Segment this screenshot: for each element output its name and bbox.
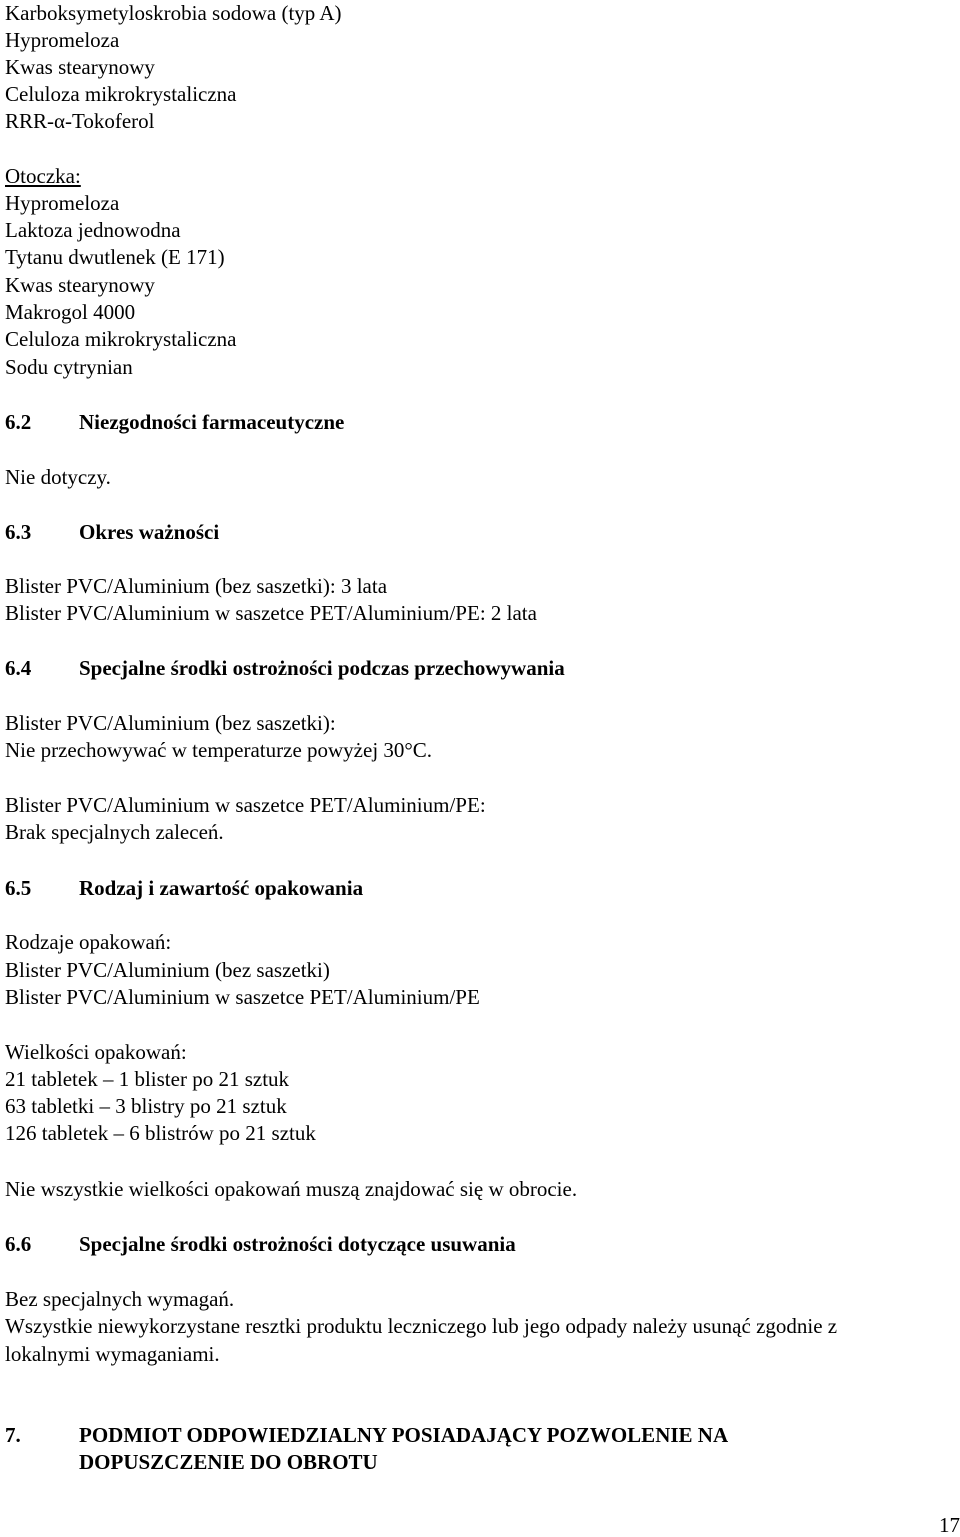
- composition-item: Kwas stearynowy: [5, 55, 155, 79]
- page-number: 17: [939, 1513, 960, 1537]
- coating-item: Hypromeloza: [5, 191, 120, 215]
- section-6-6-heading: [5, 1232, 516, 1256]
- shelf-life-line: Blister PVC/Aluminium w saszetce PET/Aluminium/PE: 2 lata: [5, 601, 537, 625]
- coating-item: Makrogol 4000: [5, 300, 136, 324]
- section-title: PODMIOT ODPOWIEDZIALNY POSIADAJĄCY POZWOLENIE NA DOPUSZCZENIE DO OBROTU: [79, 1423, 727, 1474]
- section-6-2-text: Nie dotyczy.: [5, 465, 111, 489]
- section-number: 6.2: [5, 410, 32, 434]
- section-title: Rodzaj i zawartość opakowania: [79, 876, 364, 900]
- composition-item: RRR-α-Tokoferol: [5, 109, 155, 133]
- section-title: Specjalne środki ostrożności dotyczące usuwania: [79, 1232, 516, 1256]
- section-number: 6.5: [5, 876, 32, 900]
- storage-line: Nie przechowywać w temperaturze powyżej 30°C.: [5, 738, 433, 762]
- storage-line: Brak specjalnych zaleceń.: [5, 820, 224, 844]
- section-6-4-heading: [5, 656, 565, 680]
- section-6-2-heading: [5, 410, 344, 434]
- section-number: 7.: [5, 1423, 21, 1447]
- section-number: 6.4: [5, 656, 32, 680]
- disposal-line: Bez specjalnych wymagań.: [5, 1287, 235, 1311]
- section-number: 6.3: [5, 520, 32, 544]
- section-title: Specjalne środki ostrożności podczas przechowywania: [79, 656, 565, 680]
- section-title: Okres ważności: [79, 520, 220, 544]
- coating-item: Celuloza mikrokrystaliczna: [5, 327, 237, 351]
- package-size-item: 126 tabletek – 6 blistrów po 21 sztuk: [5, 1121, 316, 1145]
- shelf-life-line: Blister PVC/Aluminium (bez saszetki): 3 lata: [5, 574, 388, 598]
- section-6-3-heading: [5, 520, 219, 544]
- package-type-item: Blister PVC/Aluminium (bez saszetki): [5, 958, 330, 982]
- disposal-line: Wszystkie niewykorzystane resztki produktu leczniczego lub jego odpady należy usunąć zgodnie z: [5, 1314, 838, 1338]
- coating-item: Tytanu dwutlenek (E 171): [5, 245, 225, 269]
- section-6-5-heading: [5, 876, 363, 900]
- coating-item: Laktoza jednowodna: [5, 218, 181, 242]
- composition-item: Hypromeloza: [5, 28, 120, 52]
- package-size-item: 21 tabletek – 1 blister po 21 sztuk: [5, 1067, 290, 1091]
- composition-item: Celuloza mikrokrystaliczna: [5, 82, 237, 106]
- storage-line: Blister PVC/Aluminium (bez saszetki):: [5, 711, 336, 735]
- package-note: Nie wszystkie wielkości opakowań muszą znajdować się w obrocie.: [5, 1177, 578, 1201]
- storage-line: Blister PVC/Aluminium w saszetce PET/Aluminium/PE:: [5, 793, 486, 817]
- coating-item: Sodu cytrynian: [5, 355, 133, 379]
- package-types-label: Rodzaje opakowań:: [5, 930, 172, 954]
- disposal-line: lokalnymi wymaganiami.: [5, 1342, 220, 1366]
- section-7-heading: [5, 1422, 839, 1476]
- section-title: Niezgodności farmaceutyczne: [79, 410, 345, 434]
- section-number: 6.6: [5, 1232, 32, 1256]
- coating-label: Otoczka:: [5, 164, 81, 188]
- package-size-item: 63 tabletki – 3 blistry po 21 sztuk: [5, 1094, 287, 1118]
- package-sizes-label: Wielkości opakowań:: [5, 1040, 187, 1064]
- composition-item: Karboksymetyloskrobia sodowa (typ A): [5, 1, 342, 25]
- coating-item: Kwas stearynowy: [5, 273, 155, 297]
- package-type-item: Blister PVC/Aluminium w saszetce PET/Aluminium/PE: [5, 985, 480, 1009]
